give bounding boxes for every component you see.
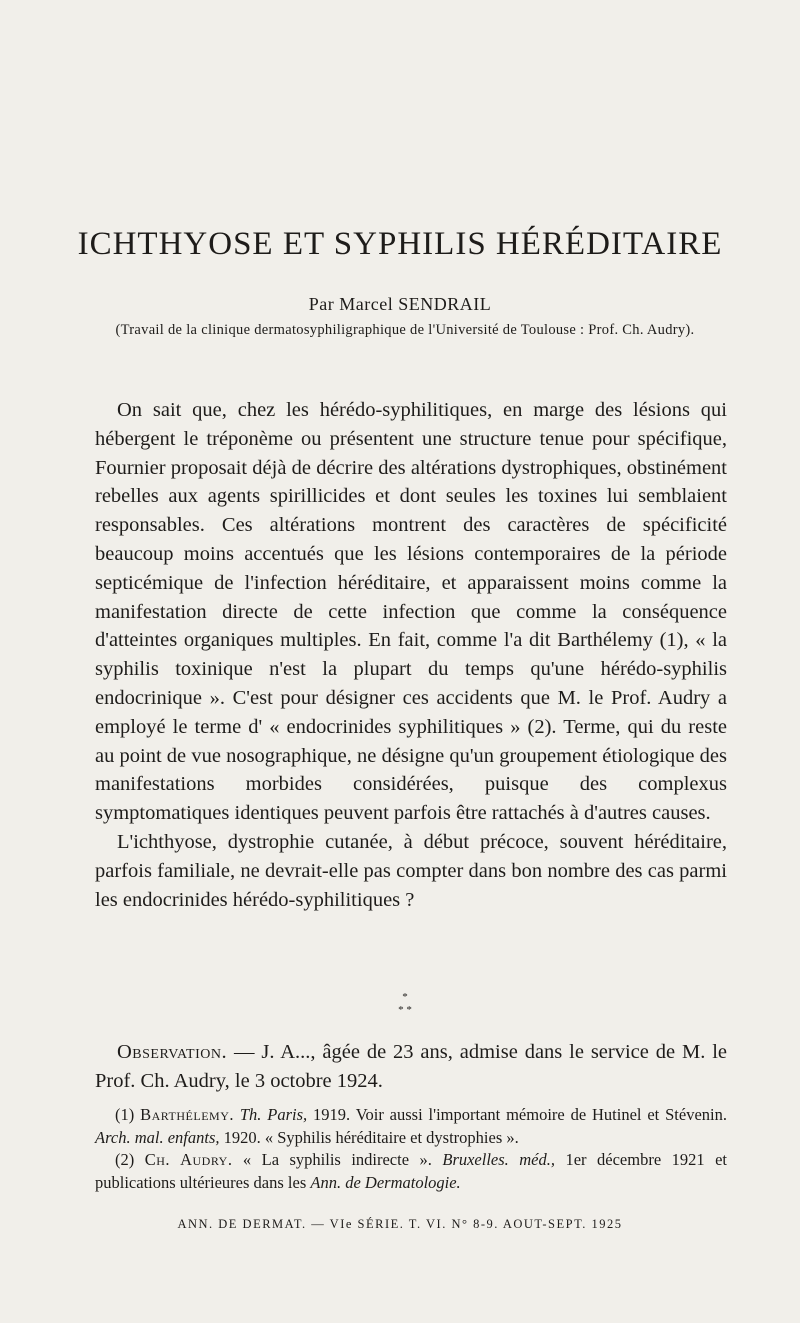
footnote-1-author: Barthélemy.	[140, 1105, 234, 1124]
article-body	[95, 396, 727, 914]
footnote-2-author: Ch. Audry.	[144, 1150, 233, 1169]
article-title: ICHTHYOSE ET SYPHILIS HÉRÉDITAIRE	[77, 226, 723, 262]
section-separator	[0, 991, 800, 1017]
footnote-2	[95, 1149, 727, 1194]
body-paragraph-2: L'ichthyose, dystrophie cutanée, à début précoce, souvent héréditaire, parfois familiale, ne devrait-elle pas compter dans bon nombre des cas parmi les endocrinides hérédo-syphilitiques ?	[95, 830, 727, 911]
author-line: Par Marcel SENDRAIL	[308, 294, 492, 314]
observation-text: — J. A..., âgée de 23 ans, admise dans le service de M. le Prof. Ch. Audry, le 3 octobre 1924.	[95, 1041, 727, 1092]
footnote-2-text-a: « La syphilis indirecte ».	[232, 1150, 443, 1169]
separator-stars-bottom: * *	[398, 1004, 412, 1016]
footnote-1-journal: Arch. mal. enfants,	[95, 1127, 220, 1147]
footnote-2-marker: (2)	[115, 1150, 145, 1169]
observation-paragraph	[95, 1038, 727, 1096]
observation-label: Observation.	[117, 1041, 228, 1063]
observation-section	[95, 1038, 727, 1096]
affiliation-note: (Travail de la clinique dermatosyphiligraphique de l'Université de Toulouse : Prof. Ch. Audry).	[115, 322, 695, 338]
body-paragraph-1: On sait que, chez les hérédo-syphilitiques, en marge des lésions qui hébergent le tréponème ou présentent une structure tenue pour spécifique, Fournier proposait déjà de décrire des altérations dystrophiques, obstinément rebelles aux agents spirillicides et dont seules les toxines lui semblaient responsables. Ces altérations montrent des caractères de spécificité beaucoup moins accentués que les lésions contemporaires de la période septicémique de l'infection héréditaire, et apparaissent moins comme la manifestation directe de cette infection que comme la conséquence d'atteintes organiques multiples. En fait, comme l'a dit Barthélemy (1), « la syphilis toxinique n'est la plupart du temps qu'une hérédo-syphilis endocrinique ». C'est pour désigner ces accidents que M. le Prof. Audry a employé le terme d' « endocrinides syphilitiques » (2). Terme, qui du reste au point de vue nosographique, ne désigne qu'un groupement étiologique des manifestations morbides considérées, puisque des complexus symptomatiques identiques peuvent parfois être rattachés à d'autres causes.	[95, 399, 727, 825]
separator-star-top: *	[402, 991, 408, 1003]
footnote-2-text-b: 1er décembre 1921 et publications ultérieures dans les	[95, 1150, 727, 1192]
footnote-2-journal: Bruxelles. méd.,	[442, 1150, 556, 1169]
footnote-1-marker: (1)	[115, 1105, 141, 1124]
footnotes	[95, 1104, 727, 1194]
footnote-1-text-b: 1920. « Syphilis héréditaire et dystrophies ».	[219, 1127, 519, 1147]
footnote-2-journal-2: Ann. de Dermatologie.	[310, 1172, 461, 1192]
footnote-1	[95, 1104, 727, 1149]
running-footer: ANN. DE DERMAT. — VIe SÉRIE. T. VI. N° 8-9. AOUT-SEPT. 1925	[177, 1217, 623, 1231]
footnote-1-ref: Th. Paris,	[239, 1105, 308, 1124]
footnote-1-text-a: 1919. Voir aussi l'important mémoire de Hutinel et Stévenin.	[307, 1105, 727, 1124]
